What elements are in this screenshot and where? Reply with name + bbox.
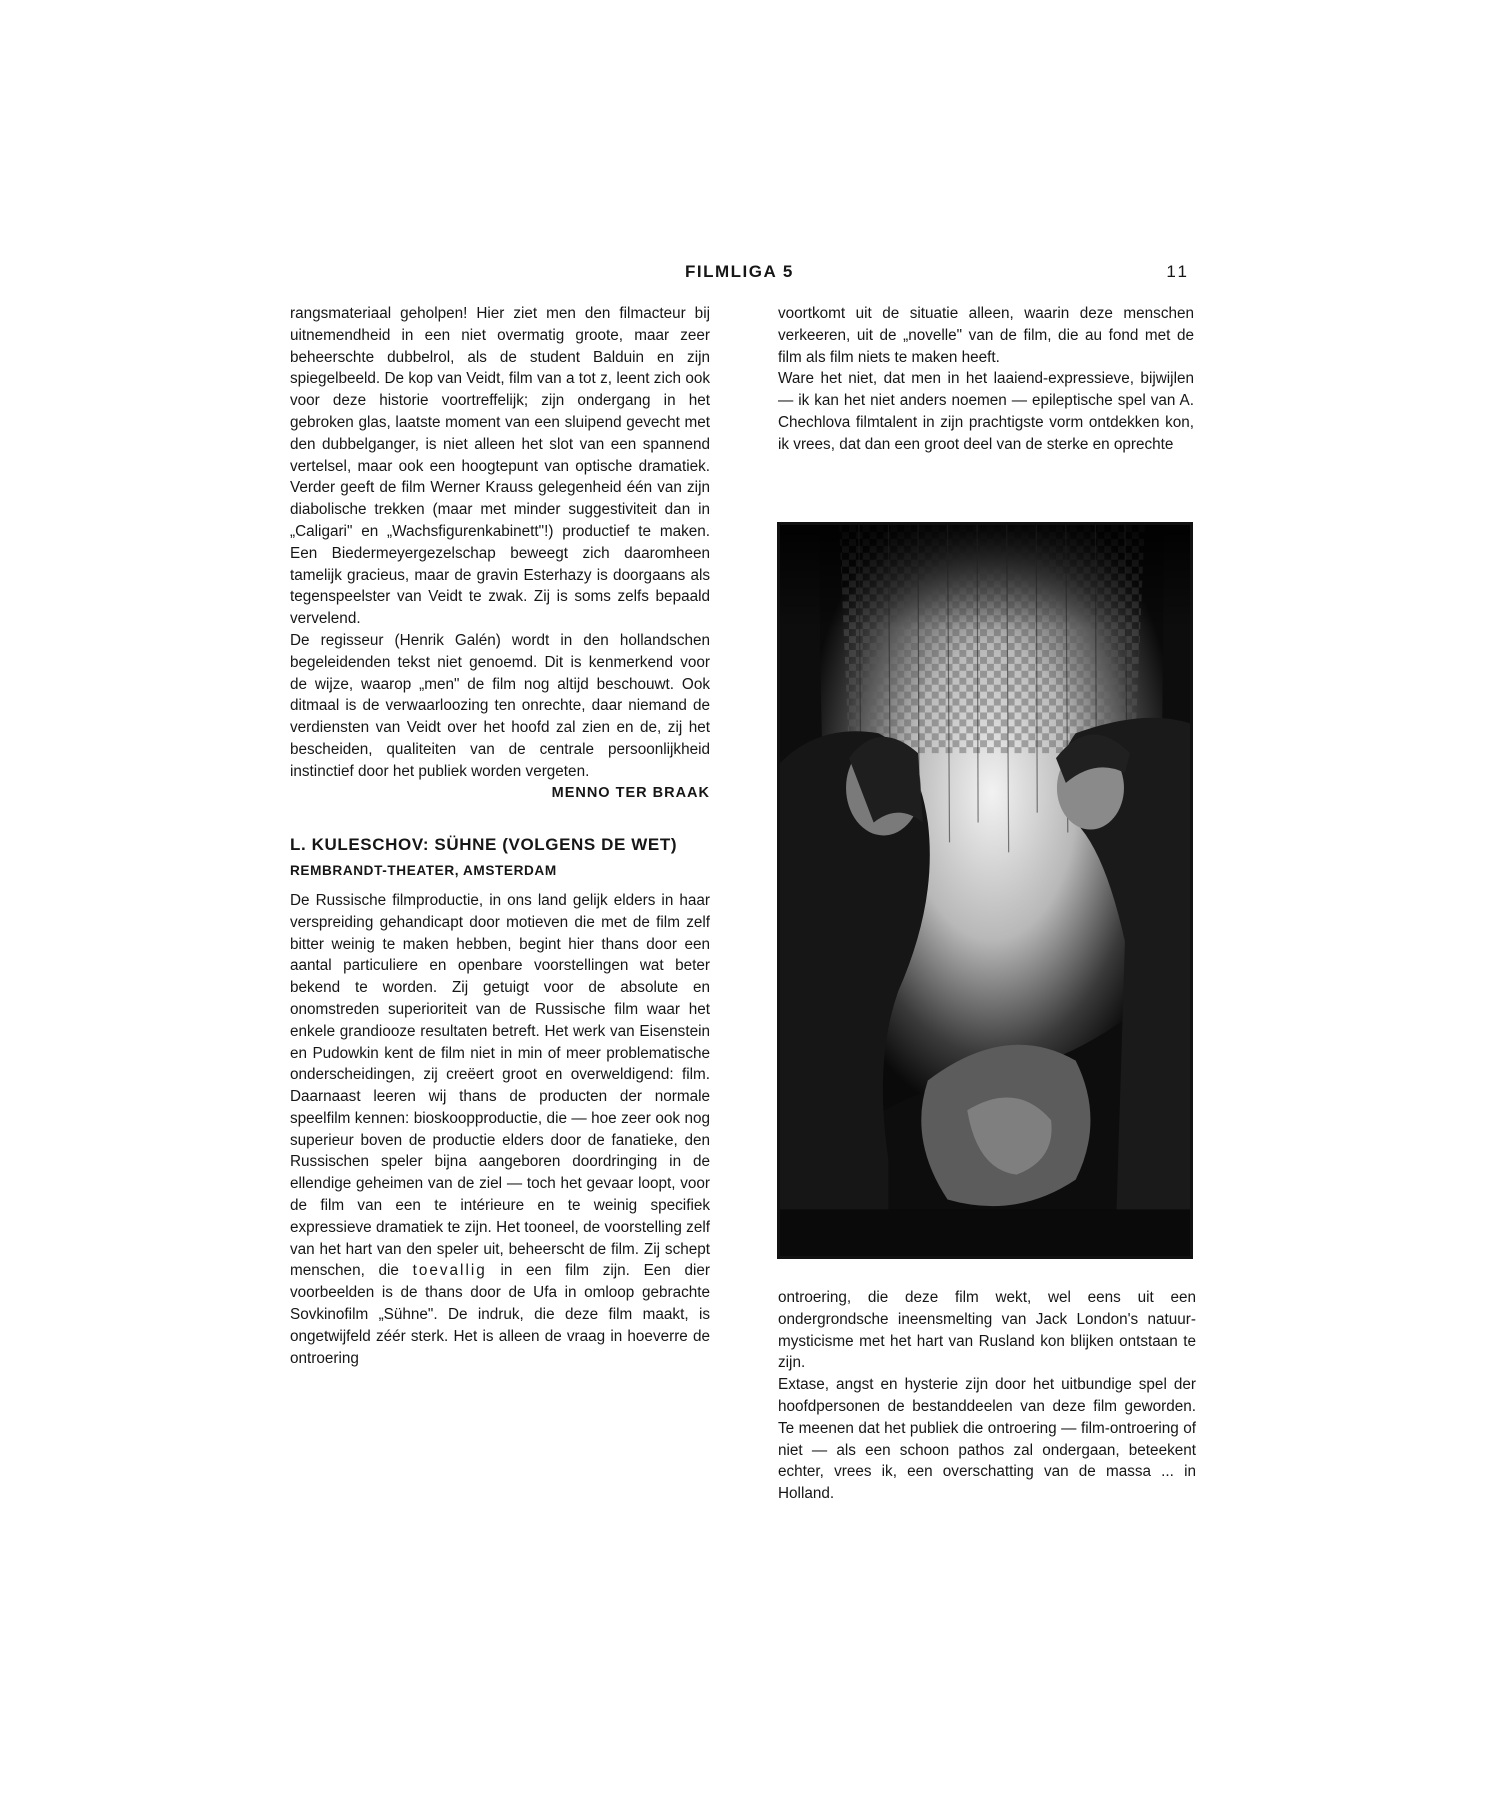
journal-title: FILMLIGA 5 bbox=[685, 262, 794, 281]
film-still-photo bbox=[777, 522, 1193, 1259]
review-body bbox=[290, 890, 710, 1370]
running-header bbox=[290, 262, 1196, 284]
page-number: 11 bbox=[1166, 262, 1190, 281]
paragraph: rangsmateriaal geholpen! Hier ziet men den filmacteur bij uitnemendheid in een niet overmatig groote, maar zeer beheerschte dubbelrol, als de student Balduin en zijn spiegelbeeld. De kop van Veidt, film van a tot z, leent zich ook voor deze historie voortreffelijk; zijn ondergang in het gebroken glas, laatste moment van een sluipend gevecht met den dubbelganger, is niet alleen het slot van een spannend vertelsel, maar ook een hoogtepunt van optische dramatiek. Verder geeft de film Werner Krauss gelegenheid één van zijn diabolische trekken (maar met minder suggestiviteit dan in „Caligari" en „Wachsfigurenkabinett"!) productief te maken. Een Biedermeyergezelschap beweegt zich daaromheen tamelijk gracieus, maar de gravin Esterhazy is doorgaans als tegenspeelster van Veidt te zwak. Zij is soms zelfs bepaald vervelend. bbox=[290, 305, 710, 628]
film-still-image bbox=[780, 525, 1190, 1256]
body-text: De Russische filmproductie, in ons land gelijk elders in haar verspreiding gehandicapt door motieven die met de film zelf bitter weinig te maken hebben, begint hier thans door een aantal particuliere en openbare voorstellingen wat beter bekend te worden. Zij getuigt voor de absolute en onomstreden superioriteit van de Russische film waar het enkele grandiooze resultaten betreft. Het werk van Eisenstein en Pudowkin kent de film niet in min of meer problematische onderscheidingen, zij creëert groot en overweldigend: film. Daarnaast leeren wij thans de producten der normale speelfilm kennen: bioskoopproductie, die — hoe zeer ook nog superieur boven de productie elders door de fanatieke, den Russischen speler bijna aangeboren doordringing in de ellendige geheimen van de ziel — toch het gevaar loopt, voor de film van een te intérieure en te weinig specifiek expressieve dramatiek te zijn. Het tooneel, de voorstelling zelf van het hart van den speler uit, beheerscht de film. Zij schept menschen, die bbox=[290, 891, 710, 1280]
review-heading: L. KULESCHOV: SÜHNE (VOLGENS DE WET) bbox=[290, 835, 678, 855]
right-column-top bbox=[778, 303, 1194, 456]
review-venue: REMBRANDT-THEATER, AMSTERDAM bbox=[290, 863, 557, 879]
paragraph: Ware het niet, dat men in het laaiend-expressieve, bijwijlen — ik kan het niet anders noemen — epileptische spel van A. Chechlova filmtalent in zijn prachtigste vorm ontdekken kon, ik vrees, dat dan een groot deel van de sterke en oprechte bbox=[778, 370, 1194, 453]
right-column-bottom bbox=[778, 1287, 1196, 1505]
left-column bbox=[290, 303, 710, 1369]
author-byline: MENNO TER BRAAK bbox=[551, 784, 710, 801]
paragraph: De regisseur (Henrik Galén) wordt in den hollandschen begeleidenden tekst niet genoemd. Dit is kenmerkend voor de wijze, waarop „men" de film nog altijd beschouwt. Ook ditmaal is de verwaarloozing ten onrechte, daar niemand de verdiensten van Veidt over het hoofd zal zien en de, zij het bescheiden, qualiteiten van de centrale persoonlijkheid instinctief door het publiek worden vergeten. bbox=[290, 631, 710, 780]
paragraph: voortkomt uit de situatie alleen, waarin deze menschen verkeeren, uit de „novelle" van de film, die au fond met de film als film niets te maken heeft. bbox=[778, 305, 1194, 366]
emphasis-word: toevallig bbox=[412, 1262, 487, 1280]
paragraph: Extase, angst en hysterie zijn door het uitbundige spel der hoofdpersonen de bestanddeelen van deze film geworden. Te meenen dat het publiek die ontroering — film-ontroering of niet — als een schoon pathos zal ondergaan, beteekent echter, vrees ik, een overschatting van de massa ... in Holland. bbox=[778, 1376, 1196, 1503]
body-text: in een film zijn. Een dier voorbeelden is de thans door de Ufa in omloop gebrachte Sovkinofilm „Sühne". De indruk, die deze film maakt, is ongetwijfeld zéér sterk. Het is alleen de vraag in hoeverre de ontroering bbox=[290, 1262, 711, 1367]
paragraph: ontroering, die deze film wekt, wel eens uit een ondergrondsche ineensmelting van Jack London's natuur-mysticisme met het hart van Rusland kon blijken ontstaan te zijn. bbox=[778, 1289, 1196, 1372]
